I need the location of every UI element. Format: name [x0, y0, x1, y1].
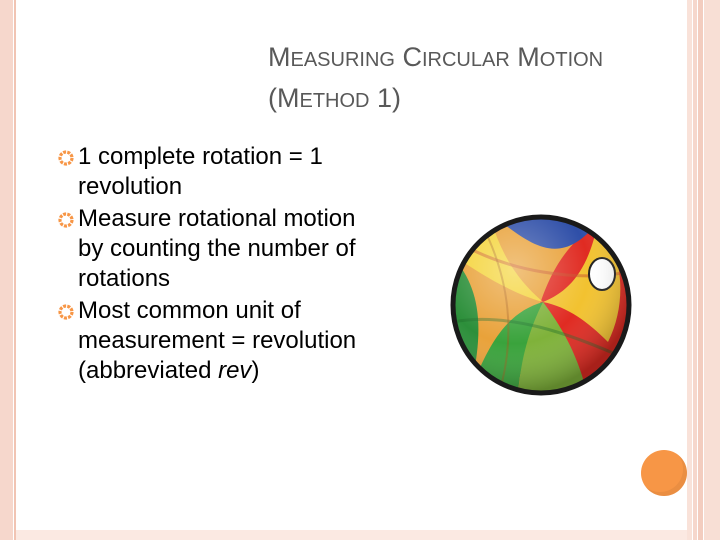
bullet-text-italic: rev	[218, 357, 252, 384]
bottom-frame-strip	[16, 530, 687, 540]
gear-bullet-icon	[58, 150, 74, 166]
bullet-text: Measure rotational motion by counting the number of rotations	[78, 205, 356, 292]
beach-ball-clipart	[448, 212, 634, 398]
orange-circle	[641, 450, 687, 496]
title-word-3: MOTION	[517, 42, 604, 72]
bullet-item	[58, 296, 378, 386]
bullet-text: 1 complete rotation = 1 revolution	[78, 143, 323, 200]
title-word-2: CIRCULAR	[402, 42, 510, 72]
title-line-1	[268, 38, 688, 79]
title-line-2: (METHOD 1)	[268, 83, 402, 113]
title-word-1: MEASURING	[268, 42, 395, 72]
gear-bullet-icon	[58, 304, 74, 320]
bullet-list	[58, 142, 378, 388]
bullet-item	[58, 142, 378, 202]
right-frame-band	[687, 0, 720, 540]
bullet-text-end: )	[251, 357, 260, 384]
bullet-text: Most common unit of measurement = revolution (abbreviated	[78, 297, 357, 384]
bullet-item	[58, 204, 378, 294]
left-frame-band	[0, 0, 13, 540]
slide-title	[268, 38, 688, 120]
gear-bullet-icon	[58, 212, 74, 228]
left-frame-line	[14, 0, 16, 540]
